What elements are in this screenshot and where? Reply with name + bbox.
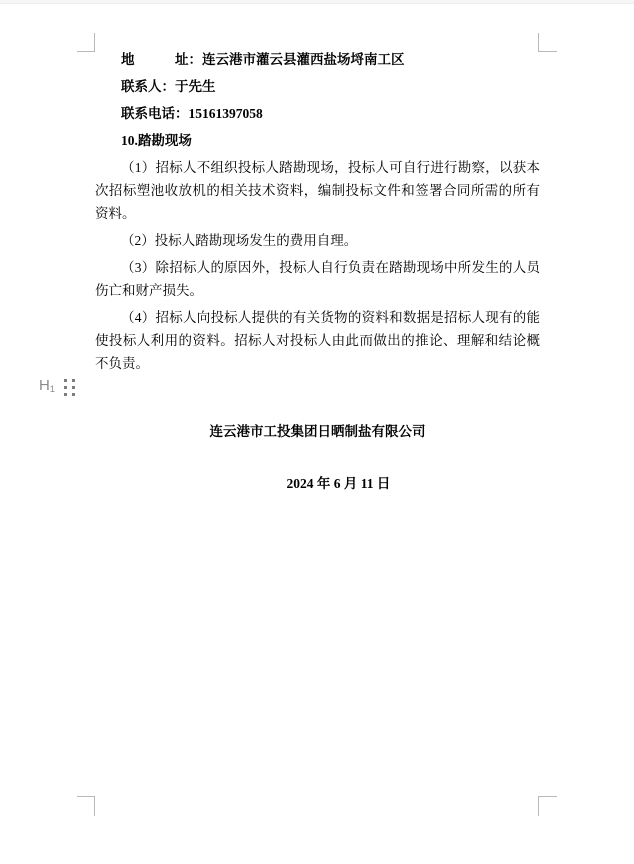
crop-mark-bottom-right [538, 796, 557, 816]
date-signature[interactable]: 2024 年 6 月 11 日 [286, 476, 391, 491]
contact-phone-line[interactable]: 联系电话：15161397058 [121, 106, 263, 121]
crop-mark-top-right [538, 33, 557, 52]
crop-mark-top-left [77, 33, 95, 52]
block-hover-controls [39, 378, 75, 396]
paragraph-3[interactable]: （3）除招标人的原因外，投标人自行负责在踏勘现场中所发生的人员伤亡和财产损失。 [95, 260, 540, 298]
address-line[interactable]: 地 址：连云港市灌云县灌西盐场埒南工区 [121, 52, 405, 67]
paragraph-1[interactable]: （1）招标人不组织投标人踏勘现场，投标人可自行进行勘察，以获本次招标塑池收放机的相关技术资料，编制投标文件和签署合同所需的所有资料。 [95, 160, 540, 221]
contact-person-line[interactable]: 联系人：于先生 [121, 79, 216, 94]
heading-badge-letter: H [39, 376, 50, 394]
heading-badge-level: 1 [49, 383, 55, 394]
paragraph-4[interactable]: （4）招标人向投标人提供的有关货物的资料和数据是招标人现有的能使投标人利用的资料。招标人对投标人由此而做出的推论、理解和结论概不负责。 [95, 310, 540, 371]
paragraph-2[interactable]: （2）投标人踏勘现场发生的费用自理。 [121, 233, 358, 248]
drag-handle-icon[interactable] [64, 379, 75, 396]
section-heading[interactable]: 10.踏勘现场 [121, 133, 192, 148]
crop-mark-bottom-left [77, 796, 95, 816]
company-signature[interactable]: 连云港市工投集团日晒制盐有限公司 [209, 424, 426, 439]
document-body[interactable] [95, 48, 540, 379]
page-top-edge [0, 0, 634, 4]
heading-level-badge[interactable] [39, 377, 55, 398]
